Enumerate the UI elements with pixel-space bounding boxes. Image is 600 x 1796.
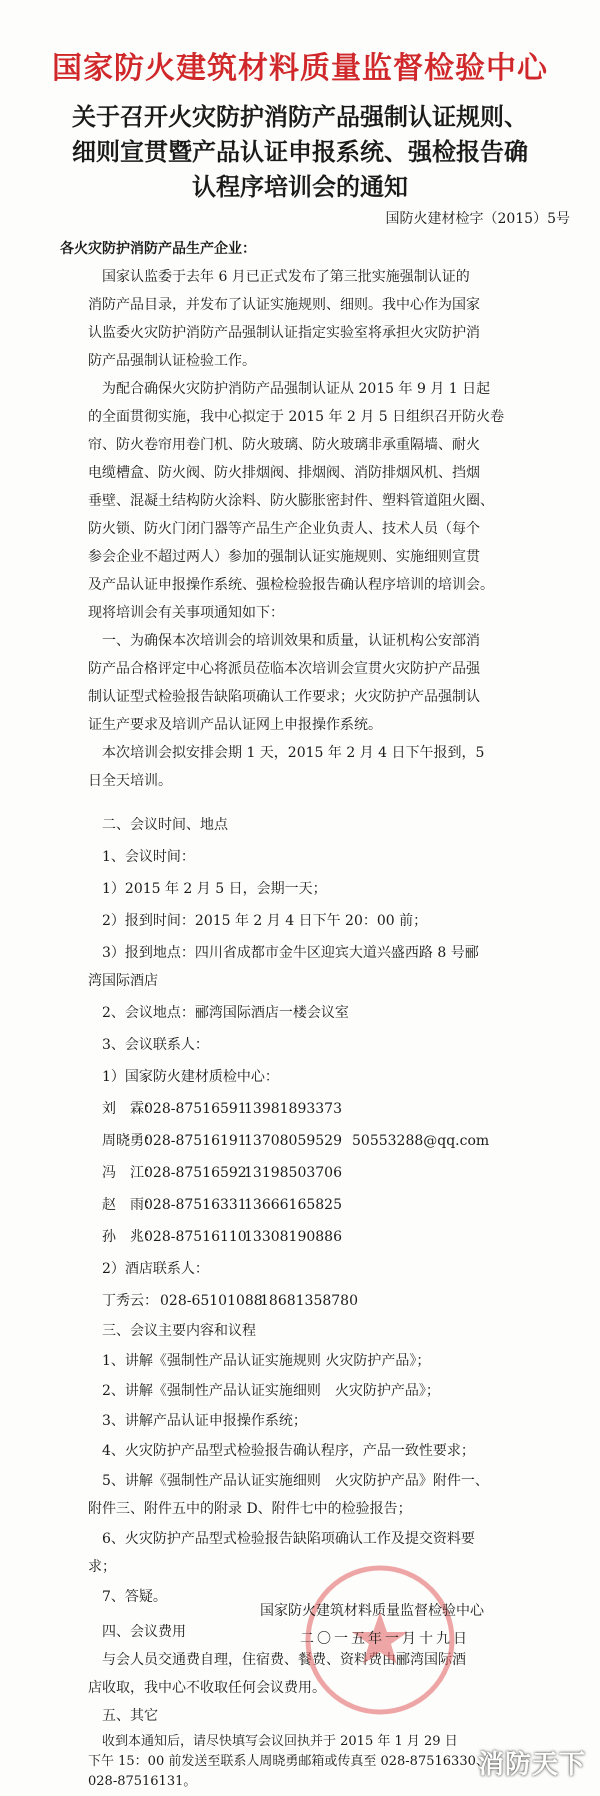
paragraph-line: 消防产品目录，并发布了认证实施规则、细则。我中心作为国家: [88, 297, 480, 313]
paragraph-line: 028-87516131。: [88, 1774, 197, 1789]
signer-name: 国家防火建筑材料质量监督检验中心: [260, 1603, 484, 1619]
paragraph-line: 下午 15：00 前发送至联系人周晓勇邮箱或传真至 028-87516330、: [88, 1754, 489, 1769]
contact-mobile: 13666165825: [244, 1197, 342, 1213]
contact-name: 孙 兆：: [102, 1229, 158, 1245]
contact-name: 丁秀云：: [102, 1293, 158, 1309]
paragraph-line: 收到本通知后，请尽快填写会议回执并于 2015 年 1 月 29 日: [102, 1734, 458, 1749]
paragraph-line: 店收取，我中心不收取任何会议费用。: [88, 1680, 326, 1696]
contact-name: 周晓勇：: [102, 1133, 158, 1149]
paragraph-line: 及产品认证申报操作系统、强检检验报告确认程序培训的培训会。: [88, 577, 494, 593]
contact-mobile: 13308190886: [244, 1229, 342, 1245]
contact-row: [102, 1159, 592, 1187]
paragraph-line: 的全面贯彻实施，我中心拟定于 2015 年 2 月 5 日组织召开防火卷: [88, 409, 505, 425]
document-number: 国防火建材检字（2015）5号: [385, 211, 570, 227]
paragraph-line: 防产品合格评定中心将派员莅临本次培训会宣贯火灾防护产品强: [88, 661, 480, 677]
contact-name: 冯 江：: [102, 1165, 158, 1181]
section-heading: 三、会议主要内容和议程: [102, 1323, 256, 1339]
agenda-item: 3、讲解产品认证申报操作系统；: [102, 1413, 307, 1429]
paragraph-line: 防火锁、防火门闭门器等产品生产企业负责人、技术人员（每个: [88, 521, 480, 537]
contact-row: [102, 1191, 592, 1219]
paragraph-line: 1）2015 年 2 月 5 日，会期一天；: [102, 881, 327, 897]
agenda-item: 2、讲解《强制性产品认证实施细则 火灾防护产品》；: [102, 1383, 440, 1399]
contact-name: 赵 雨：: [102, 1197, 158, 1213]
paragraph-line: 3、会议联系人：: [102, 1037, 209, 1053]
paragraph-line: 1）国家防火建材质检中心：: [102, 1069, 279, 1085]
section-heading: 二、会议时间、地点: [102, 817, 228, 833]
agenda-item: 1、讲解《强制性产品认证实施规则 火灾防护产品》；: [102, 1353, 431, 1369]
paragraph-line: 制认证型式检验报告缺陷项确认工作要求；火灾防护产品强制认: [88, 689, 480, 705]
paragraph-line: 1、会议时间：: [102, 849, 195, 865]
paragraph-line: 垂壁、混凝土结构防火涂料、防火膨胀密封件、塑料管道阻火圈、: [88, 493, 494, 509]
contact-mobile: 13708059529: [244, 1133, 342, 1149]
paragraph-line: 参会企业不超过两人）参加的强制认证实施规则、实施细则宣贯: [88, 549, 480, 565]
paragraph-line: 国家认监委于去年 6 月已正式发布了第三批实施强制认证的: [102, 269, 470, 285]
contact-mobile: 13981893373: [244, 1101, 342, 1117]
paragraph-line: 现将培训会有关事项通知如下：: [88, 605, 284, 621]
contact-phone: 028-87516110: [144, 1229, 247, 1245]
agenda-item: 求；: [88, 1559, 116, 1575]
paragraph-line: 电缆槽盒、防火阀、防火排烟阀、排烟阀、消防排烟风机、挡烟: [88, 465, 480, 481]
paragraph-line: 证生产要求及培训产品认证网上申报操作系统。: [88, 717, 382, 733]
paragraph-line: 与会人员交通费自理，住宿费、餐费、资料费由郦湾国际酒: [102, 1652, 466, 1668]
paragraph-line: 为配合确保火灾防护消防产品强制认证从 2015 年 9 月 1 日起: [102, 381, 491, 397]
contact-phone: 028-87516331: [144, 1197, 247, 1213]
paragraph-line: 3）报到地点：四川省成都市金牛区迎宾大道兴盛西路 8 号郦: [102, 945, 479, 961]
agenda-item: 5、讲解《强制性产品认证实施细则 火灾防护产品》附件一、: [102, 1473, 489, 1489]
contact-mobile: 18681358780: [260, 1293, 358, 1309]
paragraph-line: 日全天培训。: [88, 773, 172, 789]
contact-phone: 028-87516191: [144, 1133, 247, 1149]
paragraph-line: 一、为确保本次培训会的培训效果和质量，认证机构公安部消: [102, 633, 480, 649]
paragraph-line: 2）报到时间：2015 年 2 月 4 日下午 20：00 前；: [102, 913, 428, 929]
document-title: 关于召开火灾防护消防产品强制认证规则、细则宣贯暨产品认证申报系统、强检报告确认程序培训会的通知: [72, 103, 528, 201]
paragraph-line: 湾国际酒店: [88, 973, 158, 989]
paragraph-line: 2）酒店联系人：: [102, 1261, 209, 1277]
section-heading: 四、会议费用: [102, 1624, 186, 1640]
contact-phone: 028-87516592: [144, 1165, 247, 1181]
site-watermark: 消防天下: [477, 1750, 586, 1780]
signing-date: 二〇一五年一月十九日: [300, 1631, 470, 1647]
contact-email: 50553288@qq.com: [352, 1133, 490, 1149]
paragraph-line: 防产品强制认证检验工作。: [88, 353, 256, 369]
paragraph-line: 本次培训会拟安排会期 1 天，2015 年 2 月 4 日下午报到，5: [102, 745, 485, 761]
contact-row: [102, 1095, 592, 1123]
contact-phone: 028-65101088: [160, 1293, 263, 1309]
agenda-item: 附件三、附件五中的附录 D、附件七中的检验报告；: [88, 1501, 412, 1517]
agenda-item: 7、答疑。: [102, 1589, 167, 1605]
contact-name: 刘 霖：: [102, 1101, 158, 1117]
contact-row: [102, 1223, 592, 1251]
contact-phone: 028-87516591: [144, 1101, 247, 1117]
contact-mobile: 13198503706: [244, 1165, 342, 1181]
paragraph-line: 认监委火灾防护消防产品强制认证指定实验室将承担火灾防护消: [88, 325, 480, 341]
paragraph-line: 帘、防火卷帘用卷门机、防火玻璃、防火玻璃非承重隔墙、耐火: [88, 437, 480, 453]
agenda-item: 4、火灾防护产品型式检验报告确认程序，产品一致性要求；: [102, 1443, 475, 1459]
contact-row: [102, 1127, 592, 1155]
paragraph-line: 2、会议地点：郦湾国际酒店一楼会议室: [102, 1005, 349, 1021]
addressee: 各火灾防护消防产品生产企业：: [60, 241, 256, 257]
agenda-item: 6、火灾防护产品型式检验报告缺陷项确认工作及提交资料要: [102, 1531, 475, 1547]
section-heading: 五、其它: [102, 1708, 158, 1724]
org-title: 国家防火建筑材料质量监督检验中心: [52, 51, 548, 86]
hotel-contact-row: [102, 1287, 592, 1315]
